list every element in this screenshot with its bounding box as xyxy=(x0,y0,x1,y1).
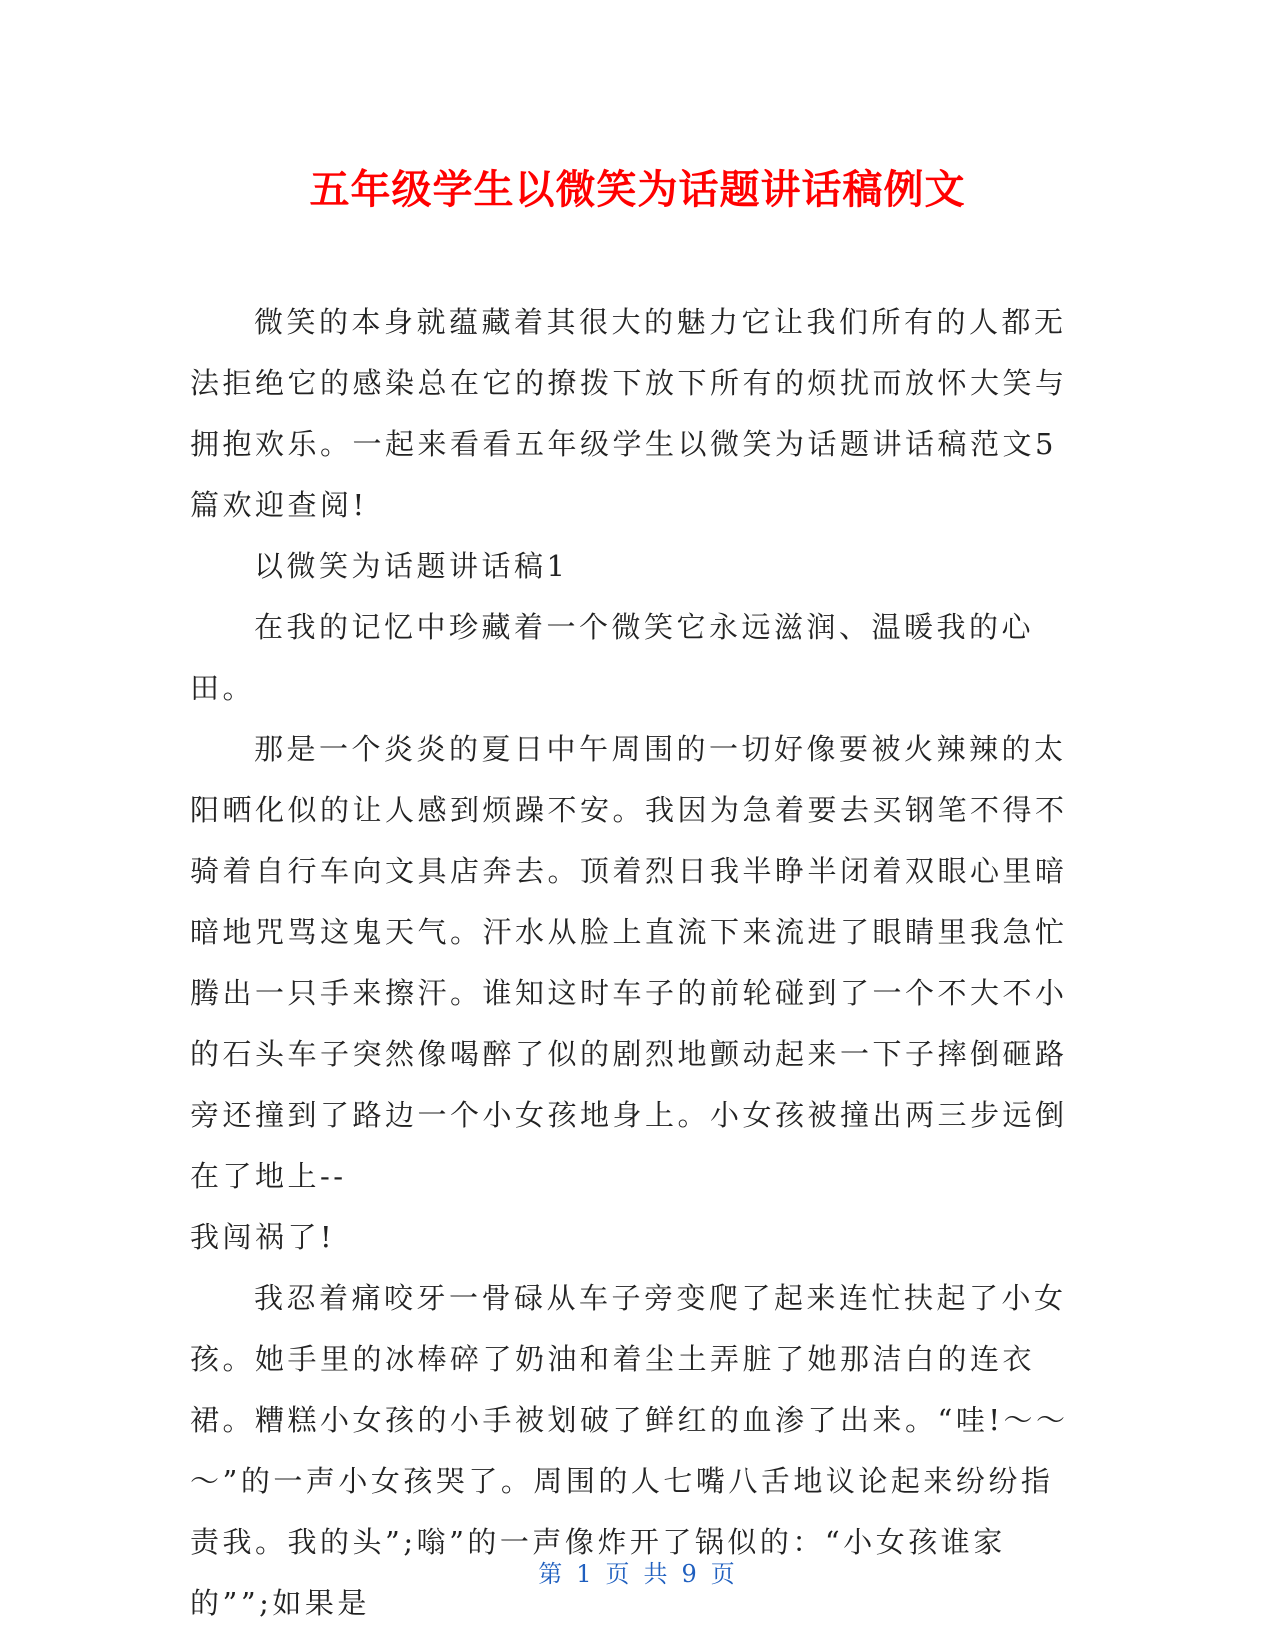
body-paragraph: 我忍着痛咬牙一骨碌从车子旁变爬了起来连忙扶起了小女孩。她手里的冰棒碎了奶油和着尘土弄脏了她那洁白的连衣裙。糟糕小女孩的小手被划破了鲜红的血渗了出来。“哇!～～～”的一声小女孩哭了。周围的人七嘴八舌地议论起来纷纷指责我。我的头”;嗡”的一声像炸开了锅似的：“小女孩谁家的””;如果是 xyxy=(190,1281,1069,1620)
document-title: 五年级学生以微笑为话题讲话稿例文 xyxy=(309,167,966,213)
footer-current-page: 1 xyxy=(576,1560,594,1588)
body-paragraph: 在我的记忆中珍藏着一个微笑它永远滋润、温暖我的心田。 xyxy=(190,610,1035,705)
footer-page-label: 第 xyxy=(538,1560,565,1588)
body-paragraph: 我闯祸了! xyxy=(190,1220,336,1254)
footer-total-unit: 页 xyxy=(710,1560,737,1588)
body-paragraph: 那是一个炎炎的夏日中午周围的一切好像要被火辣辣的太阳晒化似的让人感到烦躁不安。我因为急着要去买钢笔不得不骑着自行车向文具店奔去。顶着烈日我半睁半闭着双眼心里暗暗地咒骂这鬼天气。汗水从脸上直流下来流进了眼睛里我急忙腾出一只手来擦汗。谁知这时车子的前轮碰到了一个不大不小的石头车子突然像喝醉了似的剧烈地颤动起来一下子摔倒砸路旁还撞到了路边一个小女孩地身上。小女孩被撞出两三步远倒在了地上-- xyxy=(190,732,1068,1193)
footer-total-pages: 9 xyxy=(681,1560,699,1588)
footer-total-label: 共 xyxy=(643,1560,670,1588)
page-footer xyxy=(0,1558,1275,1590)
document-body xyxy=(190,292,1080,1634)
footer-page-unit: 页 xyxy=(605,1560,632,1588)
section-heading: 以微笑为话题讲话稿1 xyxy=(254,549,569,583)
intro-paragraph: 微笑的本身就蕴藏着其很大的魅力它让我们所有的人都无法拒绝它的感染总在它的撩拨下放下所有的烦扰而放怀大笑与拥抱欢乐。一起来看看五年级学生以微笑为话题讲话稿范文5篇欢迎查阅! xyxy=(190,305,1068,522)
